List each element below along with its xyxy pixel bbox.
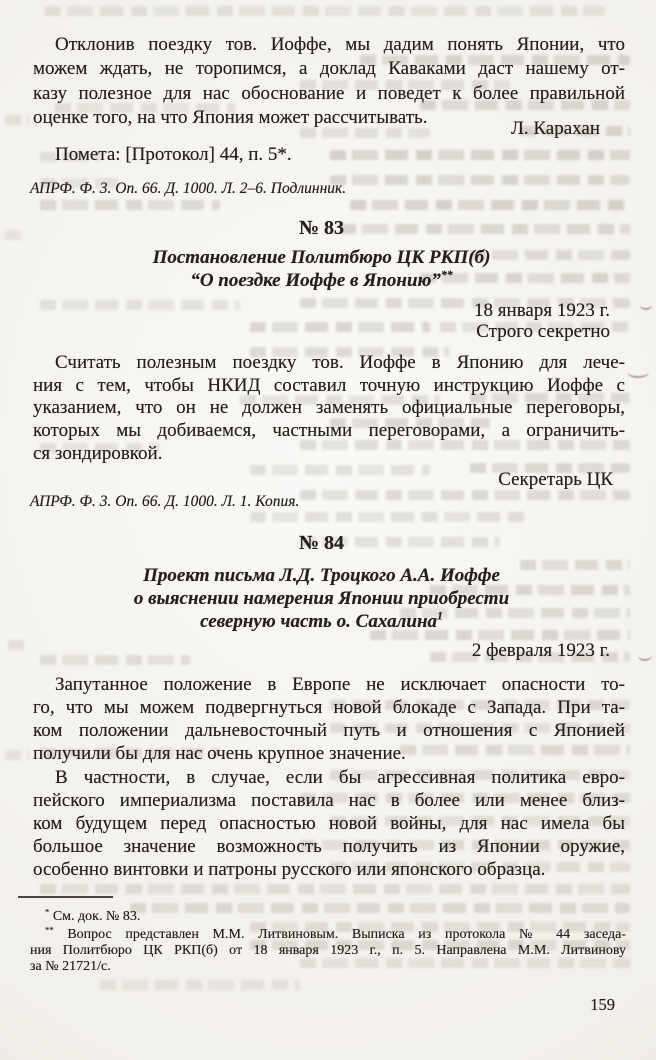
doc83-number: № 83 xyxy=(298,217,345,239)
text-line: оценке того, на что Япония может рассчитывать. xyxy=(33,106,428,128)
signature-karahan: Л. Карахан xyxy=(510,118,600,139)
text-line: указанием, что он не должен заменять официальные переговоры, xyxy=(33,397,625,419)
footnote-marker: ** xyxy=(45,924,54,935)
text-line: го, что мы можем подвергнуться новой блокаде с Запада. При та- xyxy=(33,697,625,718)
footnote-line: за № 21721/с. xyxy=(30,958,111,974)
text-line: ся зондировкой. xyxy=(33,442,163,464)
doc84-title-line xyxy=(33,610,610,633)
page-number: 159 xyxy=(590,995,615,1014)
text-line: ком положении дальневосточный путь и отношения с Японией xyxy=(33,720,625,741)
text-line: можем ждать, не торопимся, а доклад Каваками даст нашему от- xyxy=(33,58,625,80)
doc83-footnote-marker: ** xyxy=(440,268,453,282)
text-line: В частности, в случае, если бы агрессивная политика евро- xyxy=(55,767,625,788)
doc84-date: 2 февраля 1923 г. xyxy=(471,640,610,661)
text-line: пейского империализма поставила нас в более или менее близ- xyxy=(33,790,625,811)
footnote-line: ния Политбюро ЦК РКП(б) от 18 января 1923 г., п. 5. Направлена М.М. Литвинову xyxy=(30,942,626,958)
text-line: которых мы добиваемся, частными переговорами, а ограничить- xyxy=(33,420,625,442)
doc84-paragraph-1 xyxy=(33,673,625,765)
doc84-paragraph-2 xyxy=(33,766,625,881)
annotation-note: Помета: [Протокол] 44, п. 5*. xyxy=(55,144,292,165)
doc83-date: 18 января 1923 г. xyxy=(474,300,610,321)
doc84-endnote-marker: 1 xyxy=(437,609,443,623)
doc83-title xyxy=(33,246,610,292)
footnote-1 xyxy=(30,906,626,925)
footnote-rule xyxy=(18,896,113,898)
text-line: большое значение возможность получить из Японии оружие, xyxy=(33,836,625,857)
doc83-title-line xyxy=(33,269,610,292)
text-line: ком будущем перед опасностью новой войны, для нас имела бы xyxy=(33,813,625,834)
doc83-classification: Строго секретно xyxy=(476,321,610,342)
scan-artifact xyxy=(638,650,652,661)
doc83-body xyxy=(33,352,625,466)
text-line: казу полезное для нас обоснование и поведет к более правильной xyxy=(33,82,625,104)
text-line: Отклонив поездку тов. Иоффе, мы дадим понять Японии, что xyxy=(55,34,625,55)
footnote-2 xyxy=(30,924,626,974)
doc83-title-line: Постановление Политбюро ЦК РКП(б) xyxy=(152,247,491,268)
doc84-title-text: северную часть о. Сахалина xyxy=(200,611,438,632)
archive-reference-1: АПРФ. Ф. 3. Оп. 66. Д. 1000. Л. 2–6. Подлинник. xyxy=(30,180,347,197)
footnote-text: См. док. № 83. xyxy=(52,909,141,924)
text-line: Считать полезным поездку тов. Иоффе в Японию для лече- xyxy=(55,352,625,373)
doc84-title xyxy=(33,564,610,633)
text-line: особенно винтовки и патроны русского или японского образца. xyxy=(33,859,546,880)
scan-artifact xyxy=(640,300,652,310)
doc84-title-line: о выяснении намерения Японии приобрести xyxy=(133,588,510,609)
footnote-line xyxy=(30,924,626,943)
intro-paragraph xyxy=(33,33,625,130)
doc84-title-line: Проект письма Л.Д. Троцкого А.А. Иоффе xyxy=(143,565,500,586)
text-line: получили бы для нас очень крупное значение. xyxy=(33,743,406,764)
footnote-line xyxy=(30,906,626,925)
archive-reference-2: АПРФ. Ф. 3. Оп. 66. Д. 1000. Л. 1. Копия. xyxy=(30,493,300,510)
text-line: ния с тем, чтобы НКИД составил точную инструкцию Иоффе с xyxy=(33,374,625,396)
doc84-number: № 84 xyxy=(298,532,345,554)
text-line: Запутанное положение в Европе не исключает опасности то- xyxy=(55,674,625,695)
footnote-marker: * xyxy=(45,906,50,917)
doc83-signature: Секретарь ЦК xyxy=(498,469,613,490)
scan-artifact xyxy=(627,366,649,378)
footnote-text: Вопрос представлен М.М. Литвиновым. Выписка из протокола № 44 заседа- xyxy=(67,927,626,942)
doc83-title-text: “О поездке Иоффе в Японию” xyxy=(190,270,441,291)
